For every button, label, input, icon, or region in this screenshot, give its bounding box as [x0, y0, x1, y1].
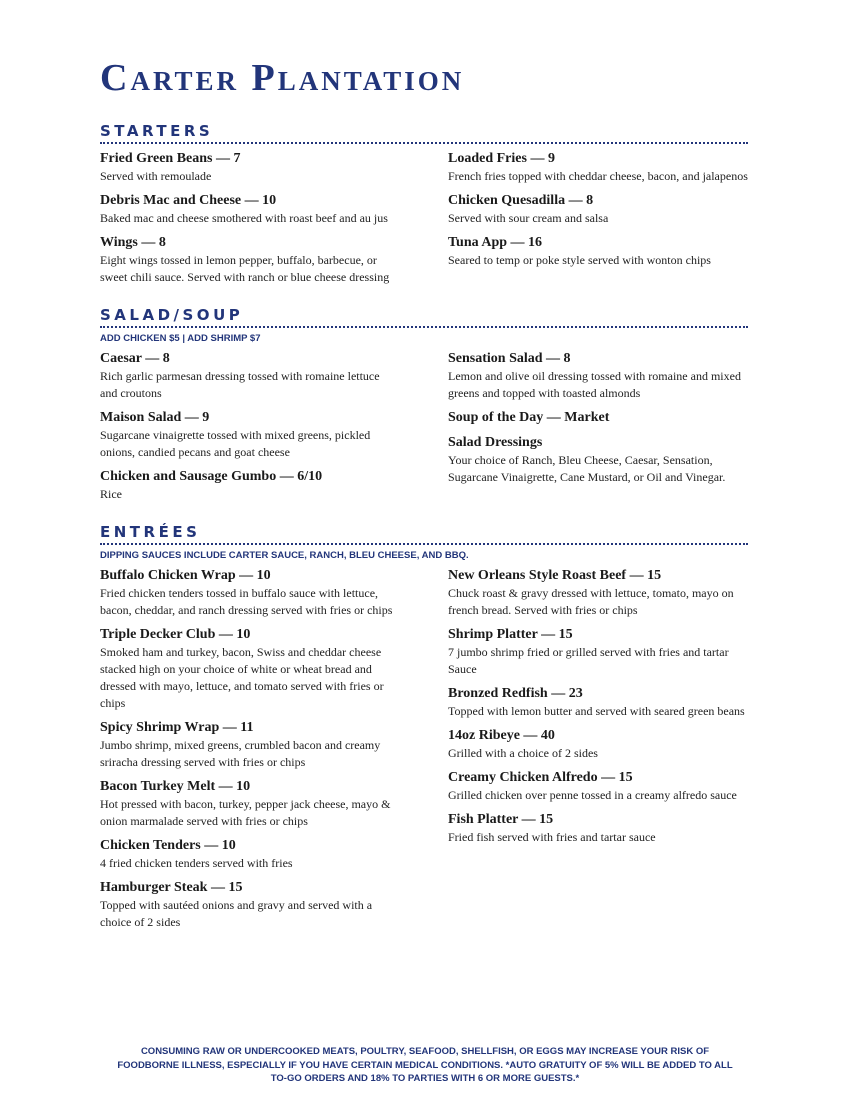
menu-item — [448, 233, 748, 269]
menu-item — [100, 149, 396, 185]
menu-item — [448, 149, 748, 185]
menu-item-description: Fried chicken tenders tossed in buffalo sauce with lettuce, bacon, cheddar, and ranch dressing served with fries or chips — [100, 585, 393, 617]
menu-item-title: Hamburger Steak — 15 — [100, 879, 243, 895]
section-heading: STARTERS — [100, 122, 748, 144]
menu-item-title: Loaded Fries — 9 — [448, 150, 555, 166]
left-column — [100, 566, 396, 937]
menu-item-description: Sugarcane vinaigrette tossed with mixed greens, pickled onions, candied pecans and goat cheese — [100, 427, 371, 459]
menu-item-description: Chuck roast & gravy dressed with lettuce, tomato, mayo on french bread. Served with fries or chips — [448, 585, 734, 617]
menu-item — [100, 878, 396, 931]
menu-item — [100, 408, 396, 461]
menu-item-title: Caesar — 8 — [100, 350, 170, 366]
menu-item — [100, 191, 396, 227]
menu-page — [100, 58, 748, 951]
menu-item — [100, 233, 396, 286]
menu-item-description: Your choice of Ranch, Bleu Cheese, Caesar, Sensation, Sugarcane Vinaigrette, Cane Mustard, or Oil and Vinegar. — [448, 452, 726, 484]
menu-item-description: Smoked ham and turkey, bacon, Swiss and cheddar cheese stacked high on your choice of white or wheat bread and dressed with mayo, lettuce, and tomato served with fries or chips — [100, 644, 384, 710]
menu-item — [448, 684, 748, 720]
menu-item-description: Served with remoulade — [100, 168, 212, 183]
menu-item-description: Baked mac and cheese smothered with roast beef and au jus — [100, 210, 388, 225]
menu-item-description: Eight wings tossed in lemon pepper, buffalo, barbecue, or sweet chili sauce. Served with ranch or blue cheese dressing — [100, 252, 390, 284]
menu-item — [100, 718, 396, 771]
menu-item-title: Buffalo Chicken Wrap — 10 — [100, 567, 271, 583]
right-column — [448, 349, 748, 509]
menu-item — [448, 433, 748, 486]
menu-sections — [100, 122, 748, 937]
section-note: DIPPING SAUCES INCLUDE CARTER SAUCE, RANCH, BLEU CHEESE, AND BBQ. — [100, 549, 469, 561]
menu-item-title: New Orleans Style Roast Beef — 15 — [448, 567, 662, 583]
menu-item-description: Served with sour cream and salsa — [448, 210, 609, 225]
left-column — [100, 149, 396, 292]
menu-item-title: Creamy Chicken Alfredo — 15 — [448, 769, 633, 785]
menu-item — [448, 408, 748, 427]
menu-item-title: Tuna App — 16 — [448, 234, 543, 250]
left-column — [100, 349, 396, 509]
health-notice: CONSUMING RAW OR UNDERCOOKED MEATS, POULTRY, SEAFOOD, SHELLFISH, OR EGGS MAY INCREASE YOUR RISK OF FOODBORNE ILLNESS, ESPECIALLY IF YOU HAVE CERTAIN MEDICAL CONDITIONS. *AUTO GRATUITY OF 5% WILL BE ADDED TO ALL TO-GO ORDERS AND 18% TO PARTIES WITH 6 OR MORE GUESTS.* — [117, 1046, 733, 1084]
menu-item-title: Bacon Turkey Melt — 10 — [100, 778, 251, 794]
menu-item — [448, 191, 748, 227]
menu-item-description: Grilled chicken over penne tossed in a creamy alfredo sauce — [448, 787, 737, 802]
menu-item-description: Fried fish served with fries and tartar sauce — [448, 829, 656, 844]
menu-item-description: Rice — [100, 486, 122, 501]
menu-section — [100, 122, 748, 292]
menu-item-title: Soup of the Day — Market — [448, 409, 610, 425]
menu-item-title: Bronzed Redfish — 23 — [448, 685, 583, 701]
menu-item — [100, 836, 396, 872]
menu-item-description: Rich garlic parmesan dressing tossed with romaine lettuce and croutons — [100, 368, 380, 400]
right-column — [448, 566, 748, 937]
menu-item-description: Hot pressed with bacon, turkey, pepper jack cheese, mayo & onion marmalade served with fries or chips — [100, 796, 391, 828]
menu-item — [100, 566, 396, 619]
menu-item-description: Jumbo shrimp, mixed greens, crumbled bacon and creamy sriracha dressing served with fries or chips — [100, 737, 381, 769]
menu-item — [448, 625, 748, 678]
menu-item-title: Chicken Tenders — 10 — [100, 837, 236, 853]
menu-item-title: Chicken Quesadilla — 8 — [448, 192, 594, 208]
menu-item-title: Debris Mac and Cheese — 10 — [100, 192, 277, 208]
right-column — [448, 149, 748, 292]
section-columns — [100, 566, 748, 937]
menu-item-title: Fish Platter — 15 — [448, 811, 554, 827]
menu-item-title: Triple Decker Club — 10 — [100, 626, 251, 642]
menu-item-title: Chicken and Sausage Gumbo — 6/10 — [100, 468, 323, 484]
menu-item-description: Grilled with a choice of 2 sides — [448, 745, 598, 760]
section-heading: ENTRÉES — [100, 523, 748, 545]
menu-item — [448, 566, 748, 619]
menu-item-description: 4 fried chicken tenders served with fries — [100, 855, 293, 870]
menu-item-title: Salad Dressings — [448, 434, 543, 450]
menu-item — [100, 467, 396, 503]
menu-item-title: Spicy Shrimp Wrap — 11 — [100, 719, 254, 735]
section-columns — [100, 149, 748, 292]
section-note: ADD CHICKEN $5 | ADD SHRIMP $7 — [100, 332, 261, 344]
menu-item-description: Topped with lemon butter and served with seared green beans — [448, 703, 745, 718]
menu-item-description: French fries topped with cheddar cheese, bacon, and jalapenos — [448, 168, 748, 183]
menu-item-title: Sensation Salad — 8 — [448, 350, 571, 366]
menu-item-title: Fried Green Beans — 7 — [100, 150, 241, 166]
menu-item-title: 14oz Ribeye — 40 — [448, 727, 555, 743]
menu-section — [100, 306, 748, 509]
menu-item-title: Wings — 8 — [100, 234, 166, 250]
menu-item-description: Topped with sautéed onions and gravy and served with a choice of 2 sides — [100, 897, 373, 929]
menu-item — [100, 777, 396, 830]
menu-item — [100, 625, 396, 712]
menu-item-title: Shrimp Platter — 15 — [448, 626, 573, 642]
menu-item — [448, 726, 748, 762]
menu-item-description: Lemon and olive oil dressing tossed with romaine and mixed greens and topped with toasted almonds — [448, 368, 741, 400]
menu-item-description: 7 jumbo shrimp fried or grilled served with fries and tartar Sauce — [448, 644, 729, 676]
menu-item — [448, 768, 748, 804]
menu-item — [448, 349, 748, 402]
menu-item-title: Maison Salad — 9 — [100, 409, 210, 425]
menu-item — [100, 349, 396, 402]
restaurant-title: Carter Plantation — [100, 57, 465, 99]
menu-item-description: Seared to temp or poke style served with wonton chips — [448, 252, 711, 267]
section-heading: SALAD/SOUP — [100, 306, 748, 328]
menu-section — [100, 523, 748, 937]
section-columns — [100, 349, 748, 509]
menu-item — [448, 810, 748, 846]
